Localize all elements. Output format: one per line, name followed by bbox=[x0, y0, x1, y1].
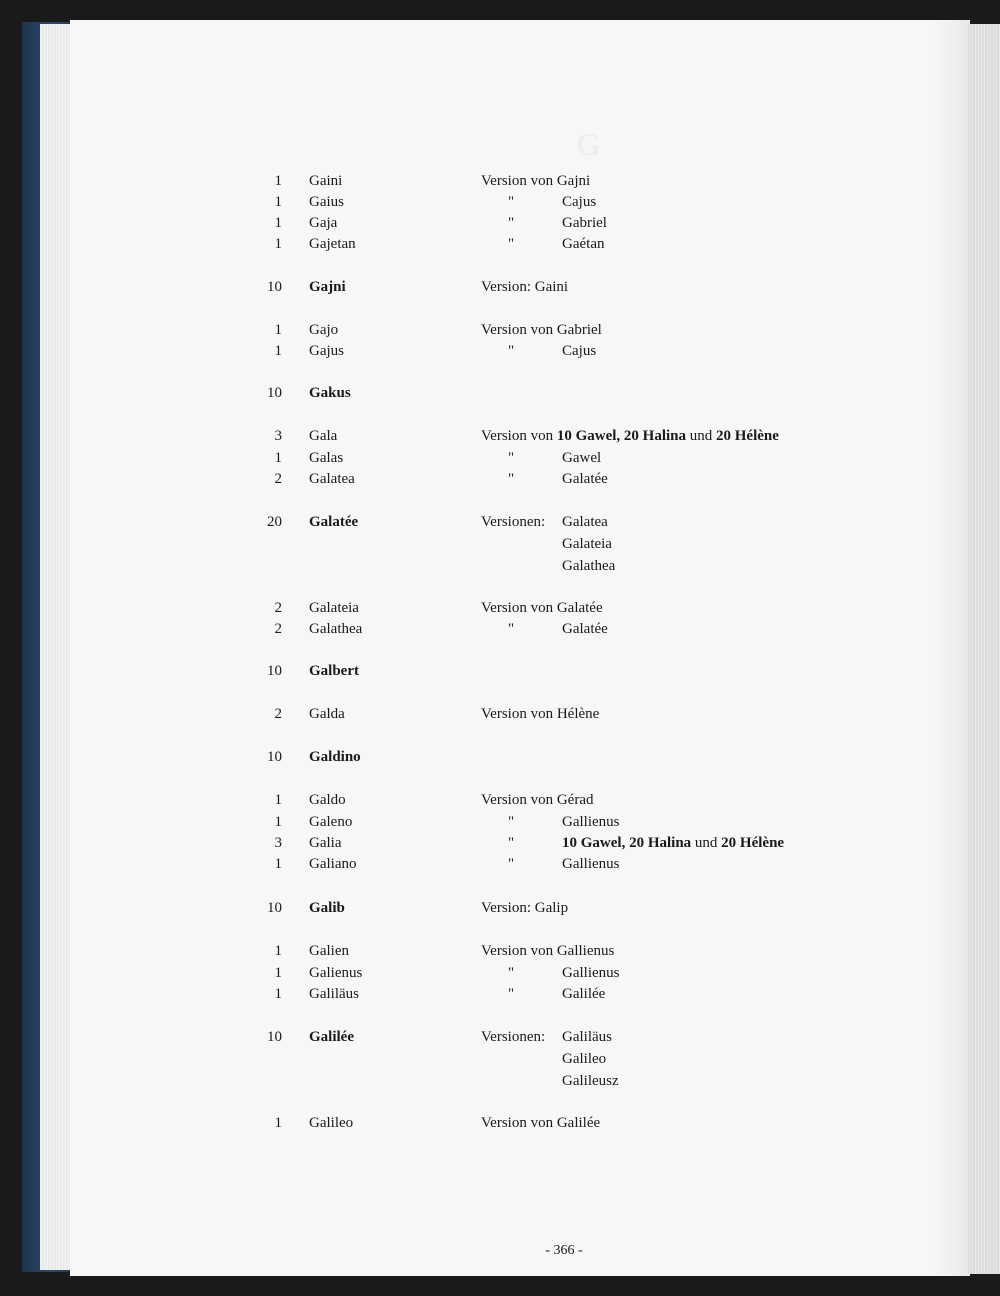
entry-reference: Gallienus bbox=[562, 814, 620, 830]
note-bold: 20 Hélène bbox=[721, 835, 785, 851]
frequency-number: 3 bbox=[274, 835, 282, 851]
name-entry bbox=[0, 511, 1000, 533]
ditto-mark: " bbox=[508, 215, 515, 231]
name-entry bbox=[0, 276, 1000, 298]
ditto-mark: " bbox=[508, 856, 515, 872]
entry-note: Version von Galilée bbox=[481, 1115, 601, 1131]
name-entry bbox=[0, 319, 1000, 341]
entry-name: Galdino bbox=[309, 749, 361, 765]
frequency-number: 2 bbox=[274, 706, 282, 722]
ditto-mark: " bbox=[508, 986, 515, 1002]
entry-name: Galilée bbox=[309, 1029, 354, 1045]
frequency-number: 1 bbox=[274, 450, 282, 466]
name-entry bbox=[0, 811, 1000, 833]
name-entry bbox=[0, 703, 1000, 725]
show-through-letter: G bbox=[576, 126, 601, 162]
entry-reference: Galileo bbox=[562, 1051, 607, 1067]
name-entry bbox=[0, 447, 1000, 469]
entry-note: Version: Galip bbox=[481, 900, 569, 916]
frequency-number: 1 bbox=[274, 792, 282, 808]
name-entry bbox=[0, 746, 1000, 768]
name-entry bbox=[0, 853, 1000, 875]
frequency-number: 20 bbox=[267, 514, 282, 530]
entry-reference: Gallienus bbox=[562, 856, 620, 872]
name-entry bbox=[0, 618, 1000, 640]
name-entry bbox=[0, 382, 1000, 404]
entry-name: Gaja bbox=[309, 215, 338, 231]
name-entry bbox=[0, 1070, 1000, 1092]
note-text: und bbox=[691, 835, 722, 851]
entry-reference: Galatée bbox=[562, 471, 608, 487]
name-entry bbox=[0, 425, 1000, 447]
ditto-mark: " bbox=[508, 343, 515, 359]
entry-name: Gakus bbox=[309, 385, 351, 401]
frequency-number: 2 bbox=[274, 600, 282, 616]
frequency-number: 1 bbox=[274, 322, 282, 338]
frequency-number: 1 bbox=[274, 943, 282, 959]
entry-name: Galia bbox=[309, 835, 342, 851]
frequency-number: 1 bbox=[274, 236, 282, 252]
entry-reference: Cajus bbox=[562, 194, 597, 210]
name-entry bbox=[0, 832, 1000, 854]
frequency-number: 1 bbox=[274, 856, 282, 872]
ditto-mark: " bbox=[508, 814, 515, 830]
name-entry bbox=[0, 660, 1000, 682]
ditto-mark: " bbox=[508, 236, 515, 252]
name-entry bbox=[0, 191, 1000, 213]
entry-note: Version von Gajni bbox=[481, 173, 591, 189]
frequency-number: 1 bbox=[274, 194, 282, 210]
frequency-number: 1 bbox=[274, 986, 282, 1002]
entry-name: Galatea bbox=[309, 471, 355, 487]
name-entry bbox=[0, 597, 1000, 619]
frequency-number: 1 bbox=[274, 814, 282, 830]
entry-name: Galienus bbox=[309, 965, 363, 981]
ditto-mark: " bbox=[508, 471, 515, 487]
entry-reference: Cajus bbox=[562, 343, 597, 359]
entry-name: Gajni bbox=[309, 279, 346, 295]
entry-reference: Galileusz bbox=[562, 1073, 619, 1089]
frequency-number: 1 bbox=[274, 215, 282, 231]
entry-name: Galathea bbox=[309, 621, 363, 637]
entry-name: Galdo bbox=[309, 792, 346, 808]
entry-name: Galda bbox=[309, 706, 345, 722]
entry-reference: Galilée bbox=[562, 986, 606, 1002]
frequency-number: 1 bbox=[274, 1115, 282, 1131]
entry-reference: Galatée bbox=[562, 621, 608, 637]
entry-name: Gaini bbox=[309, 173, 343, 189]
page-number: - 366 - bbox=[545, 1243, 583, 1258]
entry-note: Version von Galatée bbox=[481, 600, 603, 616]
name-entry bbox=[0, 1112, 1000, 1134]
entry-reference: Gallienus bbox=[562, 965, 620, 981]
name-entry bbox=[0, 789, 1000, 811]
entry-name: Galiano bbox=[309, 856, 357, 872]
note-text: und bbox=[686, 428, 716, 444]
entry-note: Version von Hélène bbox=[481, 706, 600, 722]
entry-reference bbox=[562, 832, 784, 854]
entry-note: Version von Gallienus bbox=[481, 943, 615, 959]
entry-reference: Gabriel bbox=[562, 215, 607, 231]
frequency-number: 10 bbox=[267, 385, 282, 401]
frequency-number: 2 bbox=[274, 471, 282, 487]
name-entry bbox=[0, 170, 1000, 192]
name-entry bbox=[0, 962, 1000, 984]
entry-note: Versionen: bbox=[481, 1029, 546, 1045]
name-entry bbox=[0, 940, 1000, 962]
name-entry bbox=[0, 212, 1000, 234]
entry-reference: Galiläus bbox=[562, 1029, 612, 1045]
ditto-mark: " bbox=[508, 450, 515, 466]
entry-note bbox=[481, 425, 779, 447]
entry-name: Galateia bbox=[309, 600, 359, 616]
name-entry bbox=[0, 897, 1000, 919]
entry-reference: Gawel bbox=[562, 450, 602, 466]
entry-name: Galatée bbox=[309, 514, 359, 530]
frequency-number: 10 bbox=[267, 1029, 282, 1045]
ditto-mark: " bbox=[508, 835, 515, 851]
entry-name: Gala bbox=[309, 428, 338, 444]
frequency-number: 3 bbox=[274, 428, 282, 444]
entry-name: Galbert bbox=[309, 663, 359, 679]
frequency-number: 10 bbox=[267, 749, 282, 765]
entry-name: Gajetan bbox=[309, 236, 356, 252]
entry-reference: Galatea bbox=[562, 514, 608, 530]
frequency-number: 10 bbox=[267, 900, 282, 916]
entry-name: Galas bbox=[309, 450, 344, 466]
frequency-number: 1 bbox=[274, 343, 282, 359]
name-entry bbox=[0, 233, 1000, 255]
entry-name: Galien bbox=[309, 943, 349, 959]
frequency-number: 10 bbox=[267, 279, 282, 295]
entry-note: Version von Gérad bbox=[481, 792, 594, 808]
page-footer bbox=[0, 1243, 1000, 1259]
note-bold: 10 Gawel, 20 Halina bbox=[562, 835, 692, 851]
entry-name: Gajus bbox=[309, 343, 344, 359]
frequency-number: 10 bbox=[267, 663, 282, 679]
name-entry bbox=[0, 340, 1000, 362]
entry-name: Galib bbox=[309, 900, 345, 916]
frequency-number: 2 bbox=[274, 621, 282, 637]
entry-reference: Galathea bbox=[562, 558, 616, 574]
entry-reference: Galateia bbox=[562, 536, 612, 552]
entry-name: Gajo bbox=[309, 322, 339, 338]
note-text: Version von bbox=[481, 428, 557, 444]
entry-name: Galiläus bbox=[309, 986, 359, 1002]
name-entry bbox=[0, 533, 1000, 555]
ditto-mark: " bbox=[508, 965, 515, 981]
entry-name: Galileo bbox=[309, 1115, 354, 1131]
name-entry bbox=[0, 1048, 1000, 1070]
note-bold: 20 Hélène bbox=[716, 428, 779, 444]
frequency-number: 1 bbox=[274, 173, 282, 189]
name-entry bbox=[0, 1026, 1000, 1048]
name-entry bbox=[0, 468, 1000, 490]
ditto-mark: " bbox=[508, 194, 515, 210]
entry-note: Version von Gabriel bbox=[481, 322, 602, 338]
entry-reference: Gaétan bbox=[562, 236, 605, 252]
entry-note: Version: Gaini bbox=[481, 279, 569, 295]
entry-name: Gaius bbox=[309, 194, 344, 210]
note-bold: 10 Gawel, 20 Halina bbox=[556, 428, 686, 444]
name-entry bbox=[0, 983, 1000, 1005]
frequency-number: 1 bbox=[274, 965, 282, 981]
entry-note: Versionen: bbox=[481, 514, 546, 530]
entry-name: Galeno bbox=[309, 814, 353, 830]
ditto-mark: " bbox=[508, 621, 515, 637]
name-entry bbox=[0, 555, 1000, 577]
